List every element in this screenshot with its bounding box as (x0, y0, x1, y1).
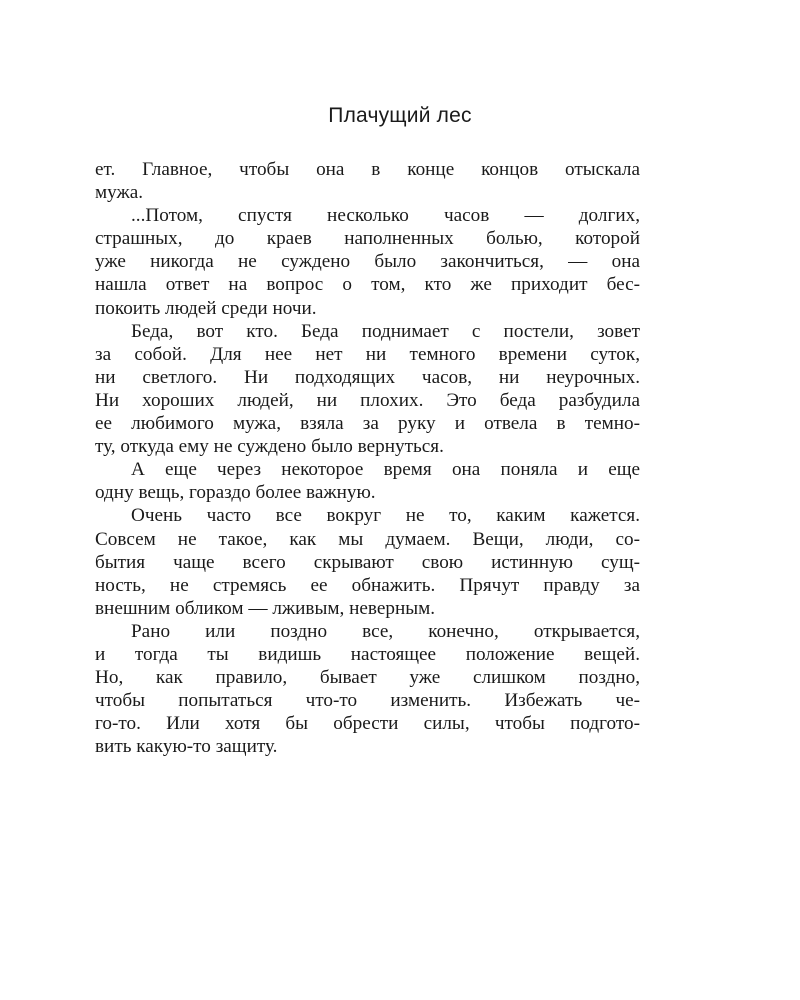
text-line: ее любимого мужа, взяла за руку и отвела в темно- (95, 413, 640, 435)
text-line: нашла ответ на вопрос о том, кто же приходит бес- (95, 274, 640, 296)
text-line: бытия чаще всего скрывают свою истинную сущ- (95, 551, 640, 573)
text-line: мужа. (95, 182, 144, 204)
text-line: Очень часто все вокруг не то, каким кажется. (131, 505, 640, 527)
text-line: чтобы попытаться что-то изменить. Избежать че- (95, 690, 640, 712)
text-line: одну вещь, гораздо более важную. (95, 482, 376, 504)
text-line: ту, откуда ему не суждено было вернуться. (95, 436, 444, 458)
text-line: Совсем не такое, как мы думаем. Вещи, люди, со- (95, 528, 640, 550)
text-line: ...Потом, спустя несколько часов — долгих, (131, 205, 640, 227)
text-line: страшных, до краев наполненных болью, которой (95, 228, 640, 250)
text-line: уже никогда не суждено было закончиться, — она (95, 251, 640, 273)
text-line: А еще через некоторое время она поняла и еще (131, 459, 640, 481)
running-head-title: Плачущий лес (328, 104, 472, 127)
body-text (95, 158, 640, 758)
text-line: ни светлого. Ни подходящих часов, ни неурочных. (95, 366, 640, 388)
text-line: вить какую-то защиту. (95, 736, 278, 758)
text-line: го-то. Или хотя бы обрести силы, чтобы подгото- (95, 713, 640, 735)
text-line: ет. Главное, чтобы она в конце концов отыскала (95, 159, 640, 180)
text-line: Рано или поздно все, конечно, открывается, (131, 620, 640, 642)
text-line: Но, как правило, бывает уже слишком поздно, (95, 667, 640, 689)
text-line: ность, не стремясь ее обнажить. Прячут правду за (95, 574, 640, 596)
text-line: Ни хороших людей, ни плохих. Это беда разбудила (95, 389, 640, 411)
text-line: и тогда ты видишь настоящее положение вещей. (95, 643, 640, 665)
text-line: внешним обликом — лживым, неверным. (95, 597, 436, 619)
text-line: Беда, вот кто. Беда поднимает с постели, зовет (131, 320, 640, 342)
text-line: покоить людей среди ночи. (95, 297, 317, 319)
text-line: за собой. Для нее нет ни темного времени суток, (95, 343, 640, 365)
